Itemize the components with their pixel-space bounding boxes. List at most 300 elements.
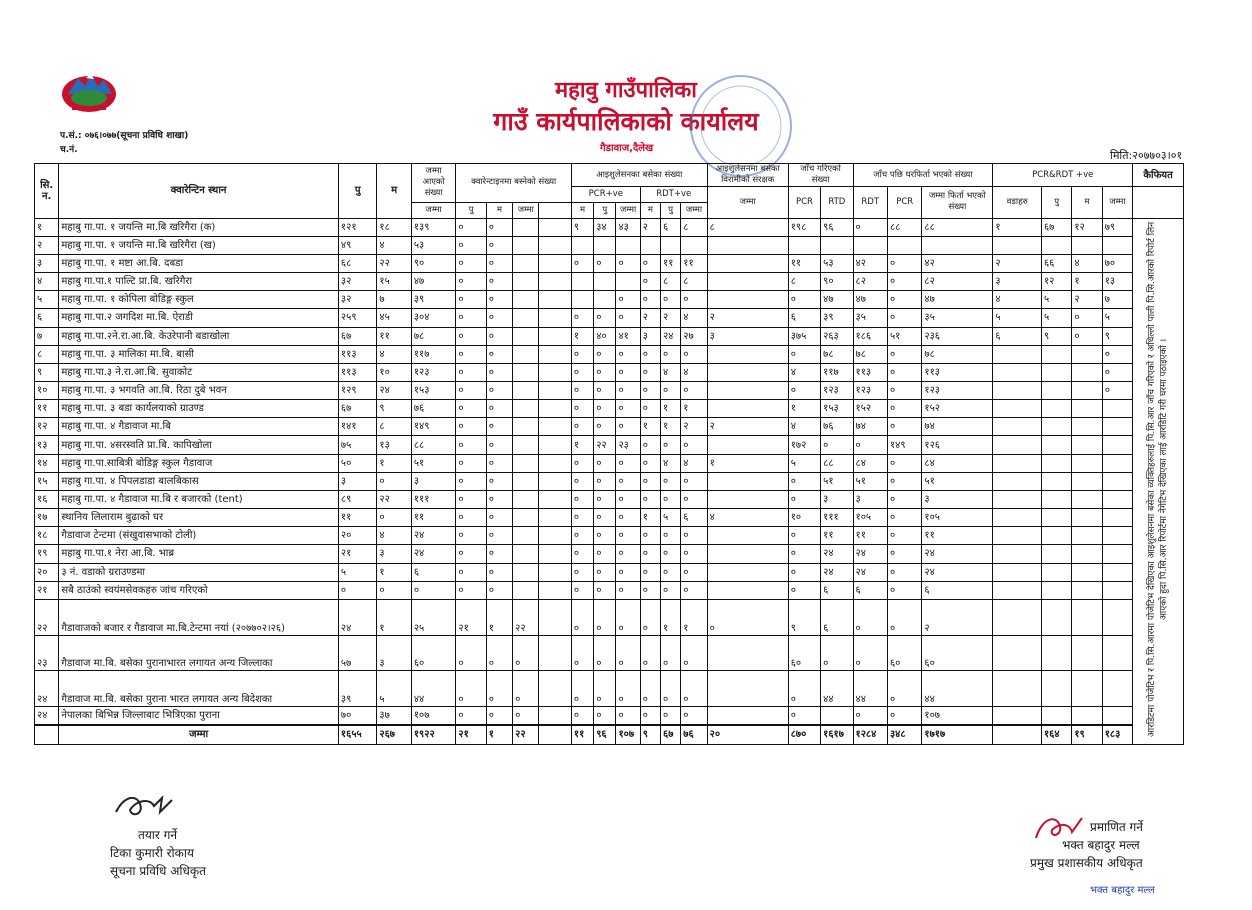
- table-cell: ०: [887, 400, 921, 418]
- col-rdt-male: पु: [661, 202, 681, 218]
- prepared-by-role: तयार गर्ने: [138, 828, 178, 842]
- table-cell: ०: [456, 527, 486, 545]
- table-cell: [1041, 509, 1071, 527]
- table-cell: १५३: [821, 400, 853, 418]
- table-cell: ६: [821, 581, 853, 599]
- table-cell: २०: [338, 527, 376, 545]
- org-name: महावु गाउँपालिका: [555, 77, 697, 103]
- table-cell: २: [35, 236, 59, 254]
- table-cell: ०: [456, 363, 486, 381]
- table-row: [35, 454, 1184, 472]
- table-cell: ०: [681, 382, 707, 400]
- table-cell: [1072, 563, 1102, 581]
- table-cell: ८९: [338, 490, 376, 508]
- col-pos-total: जम्मा: [1102, 187, 1132, 219]
- table-cell: [993, 363, 1042, 381]
- table-cell: ०: [616, 363, 640, 381]
- table-cell: [1072, 671, 1102, 707]
- table-cell: ०: [887, 527, 921, 545]
- table-cell: [1041, 236, 1071, 254]
- table-cell: ४: [661, 454, 681, 472]
- table-cell: ३२: [338, 273, 376, 291]
- total-cell: १८३: [1102, 725, 1132, 744]
- table-cell: ०: [661, 563, 681, 581]
- table-cell: ३: [853, 490, 887, 508]
- col-q-total: जम्मा: [513, 202, 539, 218]
- table-cell: [513, 236, 539, 254]
- table-cell: ०: [486, 563, 512, 581]
- table-cell: [1041, 382, 1071, 400]
- table-cell: २५९: [338, 309, 376, 327]
- table-cell: २४: [821, 563, 853, 581]
- table-cell: [539, 706, 571, 725]
- table-cell: ०: [788, 563, 820, 581]
- table-cell: ७४: [922, 418, 993, 436]
- table-cell: ०: [594, 254, 616, 272]
- table-cell: ०: [571, 309, 593, 327]
- table-cell: ०: [594, 454, 616, 472]
- table-cell: ४७: [821, 291, 853, 309]
- table-cell: [513, 509, 539, 527]
- table-cell: [1041, 418, 1071, 436]
- table-cell: ०: [486, 254, 512, 272]
- table-cell: ४: [377, 236, 411, 254]
- table-cell: ३: [993, 273, 1042, 291]
- table-row: [35, 327, 1184, 345]
- table-cell: ९: [571, 218, 593, 236]
- table-cell: [513, 254, 539, 272]
- table-cell: [539, 418, 571, 436]
- table-cell: १०: [377, 363, 411, 381]
- table-cell: ०: [640, 635, 660, 671]
- col-home-total: जम्मा फिर्ता भएको संख्या: [922, 187, 993, 219]
- table-cell: २१: [35, 581, 59, 599]
- table-cell: [1102, 454, 1132, 472]
- table-cell: ०: [616, 454, 640, 472]
- col-sn: सि. न.: [35, 164, 59, 219]
- col-home-rdt: RDT: [853, 187, 887, 219]
- table-cell: ०: [571, 599, 593, 635]
- table-cell: ०: [486, 436, 512, 454]
- table-cell: [1041, 490, 1071, 508]
- table-cell: [513, 527, 539, 545]
- table-cell: [707, 273, 788, 291]
- official-stamp-text: भक्त बहादुर मल्ल: [1090, 885, 1155, 896]
- table-cell: ०: [640, 599, 660, 635]
- table-cell: ०: [887, 509, 921, 527]
- table-cell: [1041, 706, 1071, 725]
- table-cell: १२३: [411, 363, 456, 381]
- table-cell: ३: [35, 254, 59, 272]
- table-cell: ०: [486, 472, 512, 490]
- table-cell: [707, 635, 788, 671]
- table-cell: ०: [887, 490, 921, 508]
- table-cell: [1072, 706, 1102, 725]
- table-cell: ०: [640, 527, 660, 545]
- table-cell: ०: [571, 706, 593, 725]
- table-cell: ६: [853, 581, 887, 599]
- prepared-by-title: सूचना प्रविधि अधिकृत: [110, 864, 206, 878]
- total-cell: १: [486, 725, 512, 744]
- table-cell: [707, 563, 788, 581]
- table-cell: ५: [993, 309, 1042, 327]
- table-cell: [1041, 436, 1071, 454]
- table-cell: ०: [571, 545, 593, 563]
- prepared-by-block: [110, 790, 270, 880]
- table-cell: [539, 236, 571, 254]
- quarantine-place: स्थानिय लिलाराम बुढाको घर: [59, 509, 339, 527]
- table-cell: १०५: [922, 509, 993, 527]
- table-cell: ०: [616, 418, 640, 436]
- table-cell: ४२: [922, 254, 993, 272]
- table-cell: २०: [35, 563, 59, 581]
- table-cell: ०: [661, 382, 681, 400]
- table-cell: ०: [887, 418, 921, 436]
- table-cell: ४: [788, 418, 820, 436]
- table-row: [35, 706, 1184, 725]
- table-cell: [993, 581, 1042, 599]
- quarantine-place: महाबु गा.पा. ४ गैडावाज मा.बि: [59, 418, 339, 436]
- table-cell: ७८: [411, 327, 456, 345]
- col-arrived-total: जम्मा: [411, 202, 456, 218]
- col-pos-female: म: [1072, 187, 1102, 219]
- table-cell: १४१: [338, 418, 376, 436]
- table-cell: ०: [640, 581, 660, 599]
- col-wards: वडाहरु: [993, 187, 1042, 219]
- quarantine-report-table: [34, 163, 1184, 745]
- table-cell: ३०४: [411, 309, 456, 327]
- table-cell: २४: [338, 599, 376, 635]
- table-cell: ०: [486, 218, 512, 236]
- table-cell: ०: [616, 345, 640, 363]
- table-cell: १११: [821, 509, 853, 527]
- table-cell: [1072, 635, 1102, 671]
- table-cell: ४: [707, 509, 788, 527]
- table-cell: ६७: [338, 400, 376, 418]
- quarantine-place: महाबु गा.पा. ३ भगवति आ.बि. रिठा दुबे भवन: [59, 382, 339, 400]
- table-cell: [1102, 436, 1132, 454]
- table-cell: ०: [661, 345, 681, 363]
- table-cell: १३: [377, 436, 411, 454]
- table-cell: १८६: [853, 327, 887, 345]
- table-cell: ०: [661, 671, 681, 707]
- table-cell: ९: [1041, 327, 1071, 345]
- table-cell: ३९: [411, 291, 456, 309]
- table-cell: [539, 509, 571, 527]
- table-cell: १: [661, 599, 681, 635]
- table-cell: १६: [35, 490, 59, 508]
- table-cell: ८८: [887, 218, 921, 236]
- table-cell: २१: [338, 545, 376, 563]
- table-cell: ४१: [616, 327, 640, 345]
- table-cell: १११: [411, 490, 456, 508]
- table-cell: ३५: [853, 309, 887, 327]
- table-cell: ०: [661, 635, 681, 671]
- table-cell: [853, 236, 887, 254]
- table-cell: ०: [681, 545, 707, 563]
- table-cell: ०: [661, 472, 681, 490]
- table-cell: ०: [681, 706, 707, 725]
- table-cell: ०: [1102, 345, 1132, 363]
- table-cell: [513, 581, 539, 599]
- table-row: [35, 490, 1184, 508]
- table-cell: २३६: [922, 327, 993, 345]
- table-cell: [993, 472, 1042, 490]
- table-cell: ८४: [922, 454, 993, 472]
- table-cell: ०: [788, 291, 820, 309]
- table-cell: ०: [456, 563, 486, 581]
- table-cell: [1072, 527, 1102, 545]
- table-cell: ०: [594, 563, 616, 581]
- table-cell: ०: [594, 671, 616, 707]
- table-cell: १: [640, 418, 660, 436]
- table-cell: [1102, 545, 1132, 563]
- table-row: [35, 527, 1184, 545]
- table-row: [35, 581, 1184, 599]
- table-cell: ५१: [922, 472, 993, 490]
- table-cell: ०: [887, 254, 921, 272]
- table-cell: ६: [411, 563, 456, 581]
- table-cell: [1102, 490, 1132, 508]
- table-cell: ०: [788, 382, 820, 400]
- table-cell: ०: [594, 345, 616, 363]
- table-cell: [821, 236, 853, 254]
- table-cell: ०: [456, 472, 486, 490]
- col-tested-pcr: PCR: [788, 187, 820, 219]
- table-cell: १: [681, 400, 707, 418]
- table-cell: [993, 599, 1042, 635]
- table-cell: ०: [887, 545, 921, 563]
- table-cell: ०: [788, 345, 820, 363]
- table-cell: ०: [456, 454, 486, 472]
- table-cell: [571, 236, 593, 254]
- table-cell: ११: [411, 509, 456, 527]
- table-cell: १: [1072, 273, 1102, 291]
- table-cell: ११३: [922, 363, 993, 381]
- table-cell: [1041, 563, 1071, 581]
- table-cell: २: [707, 418, 788, 436]
- table-cell: [616, 273, 640, 291]
- table-row: [35, 345, 1184, 363]
- table-cell: २: [681, 418, 707, 436]
- table-cell: ४४: [922, 671, 993, 707]
- table-row: [35, 599, 1184, 635]
- table-cell: ०: [486, 545, 512, 563]
- table-cell: ४४: [411, 671, 456, 707]
- table-cell: ०: [456, 509, 486, 527]
- table-cell: [539, 254, 571, 272]
- table-cell: १३: [35, 436, 59, 454]
- table-cell: [1102, 472, 1132, 490]
- table-cell: ०: [486, 490, 512, 508]
- table-cell: ६: [681, 509, 707, 527]
- table-cell: ०: [594, 706, 616, 725]
- col-isolation-guardian: आइशुलेसनमा बसेका विरामीको संरक्षक: [707, 164, 788, 187]
- table-row: [35, 635, 1184, 671]
- table-cell: ७४: [853, 418, 887, 436]
- table-cell: ६: [35, 309, 59, 327]
- table-cell: ०: [821, 436, 853, 454]
- table-cell: ०: [377, 472, 411, 490]
- table-cell: ०: [616, 400, 640, 418]
- table-cell: ०: [681, 472, 707, 490]
- table-cell: [1102, 527, 1132, 545]
- table-cell: १: [377, 599, 411, 635]
- table-cell: [1072, 436, 1102, 454]
- table-cell: ०: [821, 635, 853, 671]
- table-cell: २३: [616, 436, 640, 454]
- table-cell: [681, 236, 707, 254]
- table-cell: ५: [1041, 309, 1071, 327]
- table-cell: [821, 706, 853, 725]
- table-cell: ३४: [594, 218, 616, 236]
- table-cell: ४३: [616, 218, 640, 236]
- table-cell: ०: [1102, 382, 1132, 400]
- table-cell: ०: [456, 382, 486, 400]
- table-cell: ०: [594, 490, 616, 508]
- table-cell: ४: [1072, 254, 1102, 272]
- table-cell: ६०: [922, 635, 993, 671]
- table-cell: ४७: [853, 291, 887, 309]
- total-row: [35, 725, 1184, 744]
- table-cell: [993, 563, 1042, 581]
- table-row: [35, 400, 1184, 418]
- table-cell: ०: [616, 599, 640, 635]
- table-cell: ७८: [853, 345, 887, 363]
- table-cell: ०: [887, 472, 921, 490]
- table-cell: २३: [35, 635, 59, 671]
- table-cell: ०: [788, 706, 820, 725]
- table-cell: ०: [616, 545, 640, 563]
- table-cell: १२: [1041, 273, 1071, 291]
- table-cell: ०: [887, 291, 921, 309]
- table-cell: [616, 236, 640, 254]
- table-cell: ६: [993, 327, 1042, 345]
- table-cell: ०: [640, 436, 660, 454]
- table-cell: [1041, 671, 1071, 707]
- total-cell: २२: [513, 725, 539, 744]
- table-cell: ०: [594, 527, 616, 545]
- table-cell: [513, 291, 539, 309]
- table-cell: ०: [681, 345, 707, 363]
- table-cell: २४: [922, 563, 993, 581]
- table-cell: [993, 454, 1042, 472]
- table-cell: ६: [661, 218, 681, 236]
- table-cell: [513, 418, 539, 436]
- table-cell: [993, 706, 1042, 725]
- table-row: [35, 254, 1184, 272]
- table-cell: ०: [853, 436, 887, 454]
- table-cell: [35, 725, 59, 744]
- table-cell: १४९: [411, 418, 456, 436]
- table-cell: ५०: [338, 454, 376, 472]
- table-cell: [1041, 363, 1071, 381]
- table-cell: १५२: [853, 400, 887, 418]
- table-cell: ८: [661, 273, 681, 291]
- table-cell: ०: [594, 581, 616, 599]
- table-cell: २२: [377, 490, 411, 508]
- table-cell: ०: [661, 527, 681, 545]
- table-cell: ७६: [821, 418, 853, 436]
- table-cell: २२: [35, 599, 59, 635]
- table-row: [35, 472, 1184, 490]
- table-cell: ०: [486, 635, 512, 671]
- table-cell: २: [707, 309, 788, 327]
- total-cell: [539, 725, 571, 744]
- table-cell: [513, 345, 539, 363]
- table-cell: १७: [35, 509, 59, 527]
- table-cell: १९८: [788, 218, 820, 236]
- table-cell: ०: [616, 509, 640, 527]
- table-cell: ५: [35, 291, 59, 309]
- table-cell: ६०: [411, 635, 456, 671]
- table-cell: ०: [456, 273, 486, 291]
- table-cell: ०: [887, 599, 921, 635]
- table-cell: ०: [456, 218, 486, 236]
- table-row: [35, 291, 1184, 309]
- table-cell: ३५: [922, 309, 993, 327]
- table-cell: [1072, 454, 1102, 472]
- table-cell: ११: [661, 254, 681, 272]
- table-cell: [1072, 363, 1102, 381]
- table-cell: [993, 436, 1042, 454]
- table-cell: [539, 309, 571, 327]
- quarantine-place: महाबु गा.पा. १ जयन्ति मा.बि खरिगैरा (क): [59, 218, 339, 236]
- table-cell: [513, 472, 539, 490]
- table-cell: ११: [853, 527, 887, 545]
- table-cell: १३९: [411, 218, 456, 236]
- table-cell: ०: [338, 581, 376, 599]
- table-cell: ०: [486, 671, 512, 707]
- col-rdt-positive: RDT+ve: [640, 187, 707, 203]
- table-cell: [1102, 599, 1132, 635]
- table-cell: ११: [377, 327, 411, 345]
- table-cell: ०: [661, 706, 681, 725]
- table-cell: १२३: [821, 382, 853, 400]
- table-cell: ९०: [411, 254, 456, 272]
- table-cell: ०: [887, 563, 921, 581]
- table-cell: [1072, 545, 1102, 563]
- table-cell: [539, 345, 571, 363]
- quarantine-place: गैडावाज मा.बि. बसेका पुरानाभारत लगायत अन्य जिल्लाका: [59, 635, 339, 671]
- table-cell: २: [1072, 291, 1102, 309]
- table-cell: ०: [486, 309, 512, 327]
- table-cell: [707, 363, 788, 381]
- table-cell: ५१: [853, 472, 887, 490]
- table-cell: ०: [513, 635, 539, 671]
- table-cell: ०: [594, 309, 616, 327]
- table-body: [35, 218, 1184, 744]
- col-pcr-male: पु: [594, 202, 616, 218]
- table-cell: ०: [486, 236, 512, 254]
- table-cell: [661, 236, 681, 254]
- table-cell: ०: [594, 363, 616, 381]
- table-cell: १०७: [411, 706, 456, 725]
- table-cell: ०: [486, 454, 512, 472]
- quarantine-place: महाबु गा.पा. ३ बडा कार्यलयाको ग्राउण्ड: [59, 400, 339, 418]
- total-cell: ६७: [661, 725, 681, 744]
- table-cell: १२३: [922, 382, 993, 400]
- quarantine-place: महाबु गा.पा. ३ मालिका मा.बि. बासी: [59, 345, 339, 363]
- col-tested-rtd: RTD: [821, 187, 853, 219]
- col-q-male: पु: [456, 202, 486, 218]
- total-cell: १०७: [616, 725, 640, 744]
- table-cell: ०: [616, 671, 640, 707]
- table-cell: १०: [35, 382, 59, 400]
- table-cell: [513, 454, 539, 472]
- table-cell: ०: [571, 400, 593, 418]
- table-cell: २१: [456, 599, 486, 635]
